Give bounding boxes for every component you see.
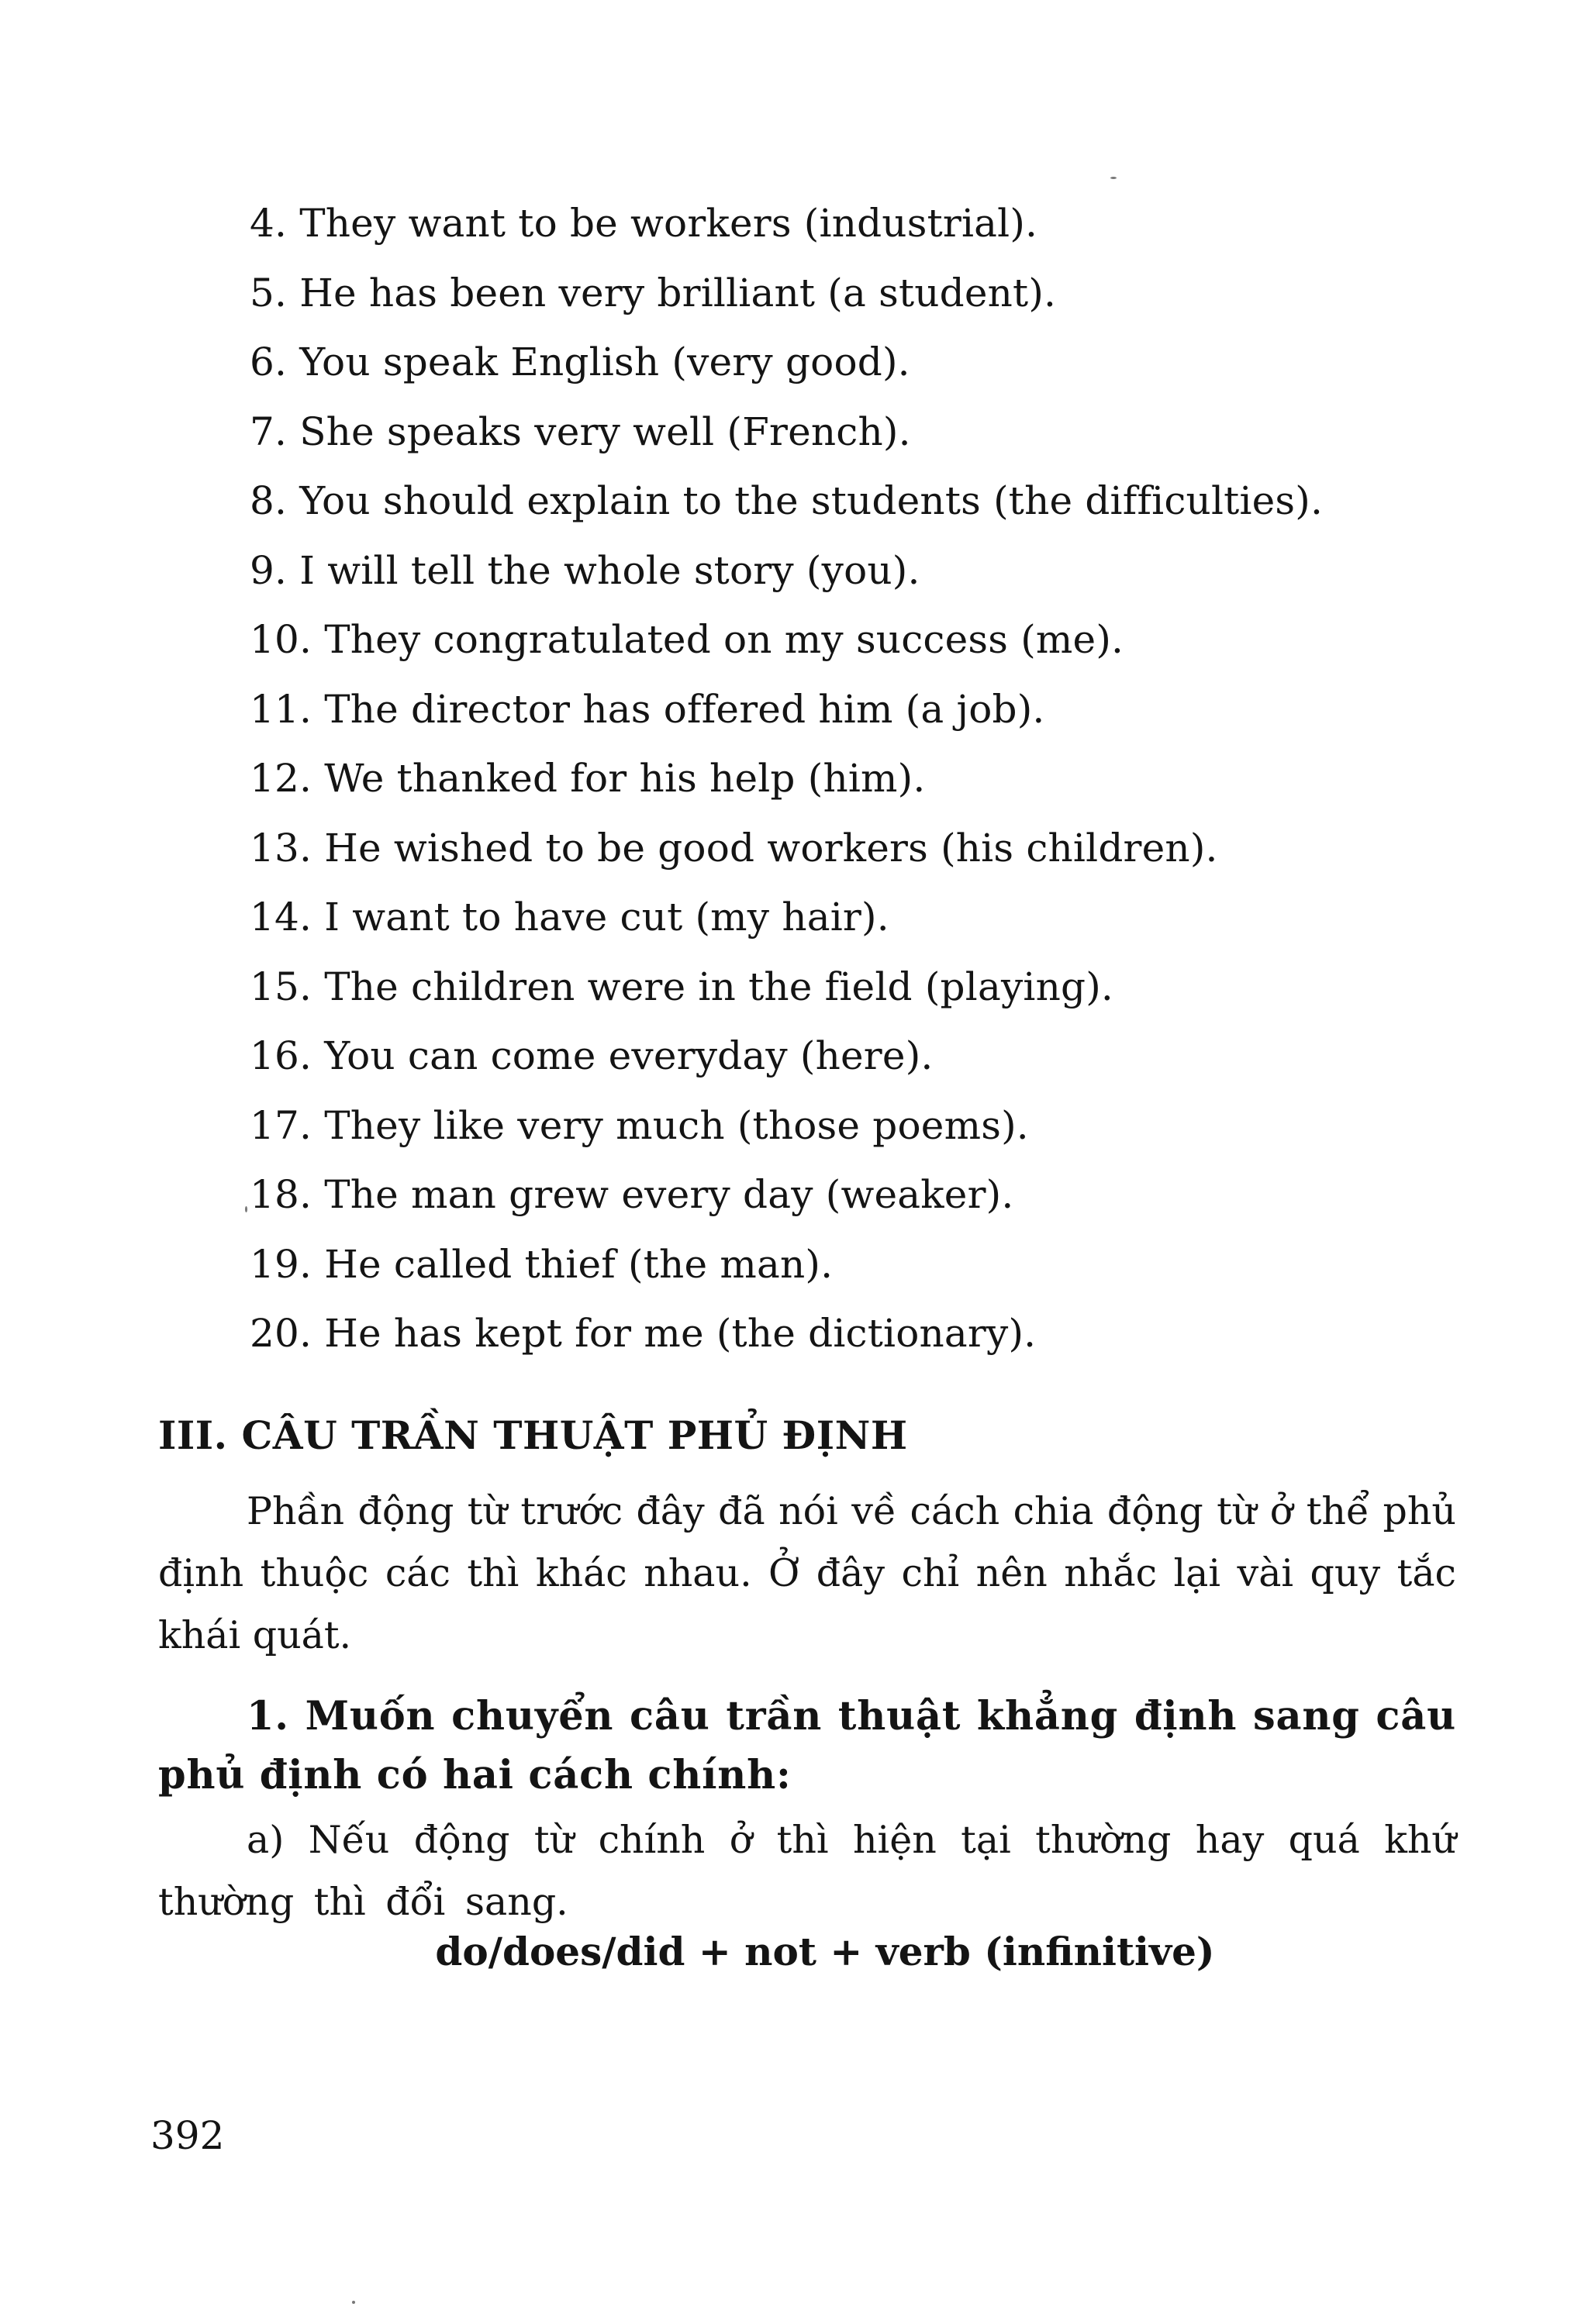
exercise-item: 14. I want to have cut (my hair). [250,895,889,940]
scan-speck [352,2301,355,2304]
rule-point-a: a) Nếu động từ chính ở thì hiện tại thường hay quá khứ thường thì đổi sang. [158,1818,1456,1924]
exercise-item: 5. He has been very brilliant (a student). [250,270,1057,315]
exercise-item: 13. He wished to be good workers (his children). [250,825,1218,871]
section-heading: III. CÂU TRẦN THUẬT PHỦ ĐỊNH [158,1412,908,1458]
exercise-item: 10. They congratulated on my success (me). [250,617,1124,662]
scan-speck [1110,177,1117,179]
exercise-item: 20. He has kept for me (the dictionary). [250,1311,1037,1356]
exercise-item: 17. They like very much (those poems). [250,1102,1029,1148]
exercise-item: 7. She speaks very well (French). [250,409,911,454]
intro-paragraph: Phần động từ trước đây đã nói về cách chia động từ ở thể phủ định thuộc các thì khác nhau. Ở đây chỉ nên nhắc lại vài quy tắc khái quát. [158,1489,1456,1657]
exercise-item: 9. I will tell the whole story (you). [250,547,920,593]
grammar-formula: do/does/did + not + verb (infinitive) [435,1929,1215,1974]
exercise-item: 12. We thanked for his help (him). [250,756,926,801]
exercise-item: 4. They want to be workers (industrial). [250,201,1038,246]
exercise-item: 18. The man grew every day (weaker). [250,1172,1014,1217]
exercise-item: 16. You can come everyday (here). [250,1033,934,1078]
exercise-item: 19. He called thief (the man). [250,1241,834,1287]
page-number: 392 [150,2113,225,2158]
exercise-item: 8. You should explain to the students (the difficulties). [250,478,1324,523]
scan-speck [245,1206,247,1212]
exercise-list [250,189,1459,1369]
exercise-item: 15. The children were in the field (playing). [250,964,1114,1009]
exercise-item: 6. You speak English (very good). [250,340,910,384]
exercise-item: 11. The director has offered him (a job). [250,686,1045,732]
rule-subheading: 1. Muốn chuyển câu trần thuật khẳng định sang câu phủ định có hai cách chính: [158,1693,1456,1798]
